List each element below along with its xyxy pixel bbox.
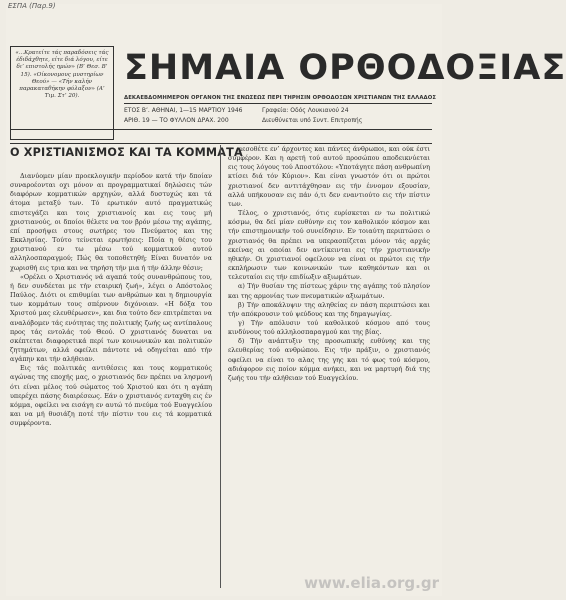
paragraph: Τέλος, ο χριστιανός, ότις ευρίσκεται εν τω πολιτικώ κόσμω, θα δεί μίαν ευθύνην εις τον καθολικόν κόσμον και τήν επιστημονικήν τού συνείδησιν. Εν τοιαύτη περιπτώσει ο χριστιανός θα πρέπει να υπερασπίζεται μόνον τάς αρχάς εκείνας αι οποίαι δεν αντίκεινται εις τήν χριστιανικήν ηθικήν. Οι χριστιανοί οφείλουν να είναι οι πρώτοι εις τήν εκπλήρωσιν των κοινωνικών των καθηκόντων και οι τελευταίοι εις τήν επιδίωξιν αξιωμάτων.	[228, 209, 430, 282]
paragraph: β) Τήν αποκάλυψιν της αληθείας εν πάση περιπτώσει και τήν απόκρουσιν τού ψεύδους και της δημαγωγίας.	[228, 300, 430, 318]
issue-info	[124, 106, 248, 126]
header-divider	[10, 129, 432, 130]
article-column-left	[10, 172, 212, 588]
paragraph: γ) Τήν απόλυσιν τού καθολικού κόσμου από τους κινδύνους τού αλληλοσπαραγμού και της βίας.	[228, 318, 430, 337]
article-column-right	[228, 145, 430, 588]
paragraph: α) Τήν θυσίαν της πίστεως χάριν της αγάπης τού πλησίον και της αρμονίας των πνευματικών αξιωμάτων.	[228, 282, 430, 300]
handwritten-note: ΕΣΠΑ (Παρ.9)	[8, 2, 56, 10]
masthead-subtitle: ΔΕΚΑΕΒΔΟΜΗΜΕΡΟΝ ΟΡΓΑΝΟΝ ΤΗΣ ΕΝΩΣΕΩΣ ΠΕΡΙ ΤΗΡΗΣΙΝ ΟΡΘΟΔΟΞΩΝ ΧΡΙΣΤΙΑΝΩΝ ΤΗΣ ΕΛΛΑΔΟΣ	[124, 95, 432, 104]
office-direction: Διευθύνεται υπό Συντ. Επιτροπής	[262, 117, 363, 124]
article-headline: Ο ΧΡΙΣΤΙΑΝΙΣΜΟΣ ΚΑΙ ΤΑ ΚΟΜΜΑΤΑ	[10, 146, 243, 159]
issue-line-date: ΕΤΟΣ Β’. ΑΘΗΝΑΙ, 1—15 ΜΑΡΤΙΟΥ 1946	[124, 107, 243, 114]
office-address: Γραφεία: Οδός Λουκιανού 24	[262, 107, 349, 114]
paragraph: δ) Τήν ανάπτυξιν της προσωπικής ευθύνης και της ελευθερίας τού ανθρώπου. Εις τήν πράξιν, ο χριστιανός οφείλει να είναι το αλας της γης και τό φως τού κόσμου, αδιάφορον εις ποίον κόμμα ανήκει, και να μαρτυρή διά της ζωής του τήν αλήθειαν τού Ευαγγελίου.	[228, 337, 430, 382]
watermark: www.elia.org.gr	[304, 574, 439, 592]
masthead-title: ΣΗΜΑΙΑ ΟΡΘΟΔΟΞΙΑΣ	[124, 48, 566, 88]
column-divider	[220, 145, 221, 588]
scripture-quote-box: «...Κρατείτε τάς παραδόσεις τάς έδιδάχθητε, είτε διά λόγου, είτε δι’ επιστολής ημών» (Β’ Θεσ. Β’ 15). «Οίκονομους μυστηρίων Θεού» — «Τήν καλήν παρακαταθήκην φύλαξον» (Α’ Τιμ. Στ’ 20).	[10, 46, 114, 140]
paragraph: Διανύομεν μίαν προεκλογικήν περίοδον κατά τήν δποίαν συναροέονται οχι μόνον αι προγραμματικαί δηλώσεις τών διαφόρων κομματικών αρχηγών, αλλά δυστυχώς και τά άτομα μεταξύ των. Τό ερωτικόν αυτό πραγματικώς επιστεγάζει και τοις χριστιανοίς και εις τους μή χριστιανούς, οι δποίοι θέλετε να τον βρόν μέσω της αγάπης, επί προσήψει στους σωτήρες του Πνεύματος και της Εκκλησίας. Τούτο τείνεται ερωτήσεις: Ποία η θέσις του χριστιανού εν τω μέσω τού κομματικού αυτού αλληλοσπαραγμού; Πώς θα τοποθετηθή; Είναι δυνατόν να χωρισθή εις τρια και να τηρήση τήν μια ή τήν άλλην θέσιν;	[10, 172, 212, 272]
issue-line-number: ΑΡΙΘ. 19 — ΤΟ ΦΥΛΛΟΝ ΔΡΑΧ. 200	[124, 117, 229, 124]
header-divider-2	[10, 143, 432, 144]
paragraph: «Ορέλει ο Χριστιανός νά αγαπά τούς συνανθρώπους του, ή δεν συνδέεται με τήν εταιρική ζωή», λέγει ο Απόστολος Παύλος. Διότι οι επιθυμίαι των ανθρώπων και η δημιουργία των κομμάτων τους σπέρνουν διχόνοιαν. «Η δόξα του Χριστού μας ελευθέρωσεν», και δια τούτο δεν επιτρέπεται να αναλόβομεν τάς ενότητας της πολιτικής ζωής ως αντίπαλους προς τάς εντολάς τού Θεού. Ο χριστιανός δυναται να σκέπτεται διαφορετικά περί των κοινωνικών και πολιτικών ζητημάτων, αλλά οφείλει πάντοτε νά οδηγείται από τήν αγάπην και τήν αλήθειαν.	[10, 272, 212, 364]
office-info	[262, 106, 432, 126]
paragraph: μεσοθέτε εν’ άρχοντες και πάντες άνθρωποι, και ούκ έστι συμφέρον. Και η αρετή τού αυτού προσώπου αποδεικνύεται εις τους λόγους τού Αποστόλου: «Υποτάγητε πάση ανθρωπίνη κτίσει διά τόν Κύριον». Και είναι γνωστόν ότι οι πρώτοι χριστιανοί δεν αντιτάχθησαν εις τήν έννομον εξουσίαν, αλλά υπήκουσαν εις πάν ό,τι δεν εναντιούτο εις τήν πίστιν των.	[228, 145, 430, 208]
paragraph: Εις τάς πολιτικάς αντιθέσεις και τους κομματικούς αγώνας της εποχής μας, ο χριστιανός δεν πρέπει να λησμονή ότι είναι μέλος τού σώματος τού Χριστού και ότι η αγάπη υπερέχει πάσης διαιρέσεως. Εάν ο χριστιανός ενταχθη εις έν κόμμα, οφείλει να εισάγη εν αυτώ τό πνεύμα τού Ευαγγελίου και να μή θυσιάζη ποτέ τήν πίστιν του εις τά κομματικά συμφέροντα.	[10, 364, 212, 428]
